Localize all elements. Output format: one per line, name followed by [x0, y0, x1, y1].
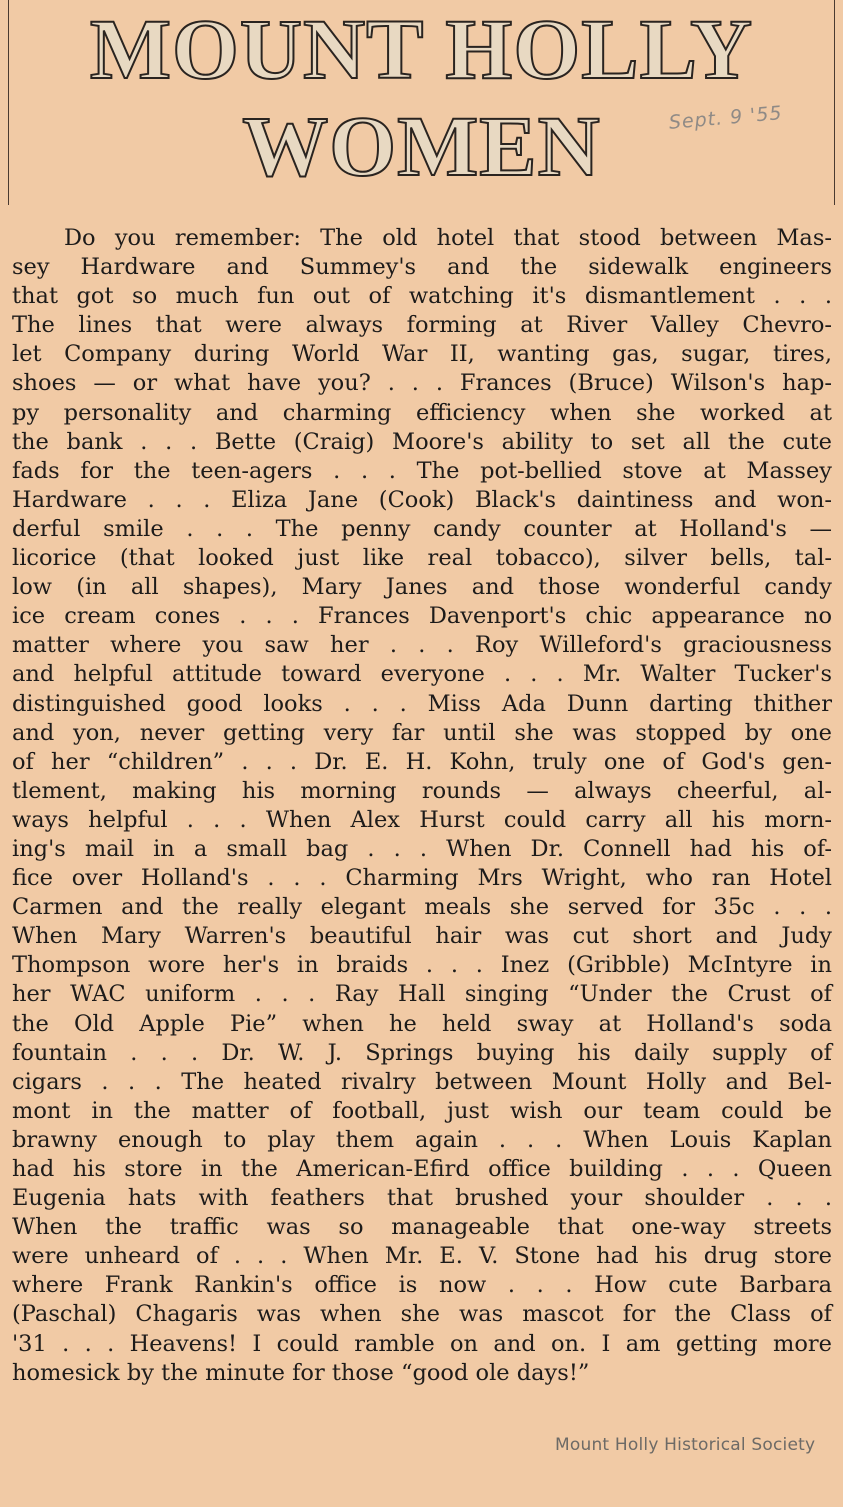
article-line: that got so much fun out of watching it's dismantlement . . . [12, 283, 832, 310]
article-line: Hardware . . . Eliza Jane (Cook) Black's daintiness and won- [12, 486, 832, 513]
article-line: were unheard of . . . When Mr. E. V. Stone had his drug store [12, 1243, 832, 1270]
article-line: of her “children” . . . Dr. E. H. Kohn, truly one of God's gen- [12, 748, 832, 775]
article-line: ing's mail in a small bag . . . When Dr. Connell had his of- [12, 835, 832, 862]
article-line: mont in the matter of football, just wish our team could be [12, 1097, 832, 1124]
headline-line-1: MOUNT HOLLY [89, 1, 754, 97]
article-line: let Company during World War II, wanting gas, sugar, tires, [12, 341, 832, 368]
article-line: cigars . . . The heated rivalry between Mount Holly and Bel- [12, 1068, 832, 1095]
article-line: matter where you saw her . . . Roy Willeford's graciousness [12, 632, 832, 659]
article-line: homesick by the minute for those “good ole days!” [12, 1359, 590, 1386]
article-line: sey Hardware and Summey's and the sidewalk engineers [12, 254, 832, 281]
article-line: brawny enough to play them again . . . When Louis Kaplan [12, 1126, 832, 1153]
headline-line-2: WOMEN [242, 98, 601, 194]
article-line: had his store in the American-Efird office building . . . Queen [12, 1156, 832, 1182]
article-line: the Old Apple Pie” when he held sway at Holland's soda [12, 1010, 832, 1037]
article-line: fountain . . . Dr. W. J. Springs buying his daily supply of [12, 1039, 832, 1066]
article-line: low (in all shapes), Mary Janes and those wonderful candy [12, 574, 832, 601]
article-line: ways helpful . . . When Alex Hurst could carry all his morn- [12, 806, 832, 833]
article-line: licorice (that looked just like real tobacco), silver bells, tal- [12, 545, 832, 572]
article-line: derful smile . . . The penny candy counter at Holland's — [12, 515, 832, 542]
article-line: When the traffic was so manageable that one-way streets [12, 1214, 832, 1241]
article-line: tlement, making his morning rounds — always cheerful, al- [12, 777, 832, 804]
article-line: Thompson wore her's in braids . . . Inez (Gribble) McIntyre in [12, 952, 832, 979]
article-line: When Mary Warren's beautiful hair was cut short and Judy [12, 923, 832, 950]
article-line: The lines that were always forming at River Valley Chevro- [12, 312, 832, 339]
article-line: where Frank Rankin's office is now . . . How cute Barbara [12, 1272, 832, 1299]
article-line: the bank . . . Bette (Craig) Moore's ability to set all the cute [12, 428, 832, 455]
article-line: and yon, never getting very far until she was stopped by one [12, 719, 832, 746]
article-line: (Paschal) Chagaris was when she was mascot for the Class of [12, 1301, 832, 1328]
article-line: fads for the teen-agers . . . The pot-bellied stove at Massey [12, 457, 832, 484]
article-body [12, 224, 832, 1388]
article-line: '31 . . . Heavens! I could ramble on and on. I am getting more [12, 1330, 832, 1357]
article-line: ice cream cones . . . Frances Davenport's chic appearance no [12, 603, 832, 630]
handwritten-date-annotation: Sept. 9 '55 [668, 102, 784, 134]
article-line: Carmen and the really elegant meals she served for 35c . . . [12, 894, 832, 921]
article-line: distinguished good looks . . . Miss Ada Dunn darting thither [12, 690, 832, 717]
article-line: fice over Holland's . . . Charming Mrs Wright, who ran Hotel [12, 865, 832, 892]
article-line: her WAC uniform . . . Ray Hall singing “Under the Crust of [12, 981, 832, 1008]
article-line: and helpful attitude toward everyone . . . Mr. Walter Tucker's [12, 661, 832, 688]
article-line: Eugenia hats with feathers that brushed your shoulder . . . [12, 1185, 832, 1212]
archive-credit-watermark: Mount Holly Historical Society [555, 1435, 816, 1455]
article-line: Do you remember: The old hotel that stood between Mas- [64, 225, 832, 251]
article-line: py personality and charming efficiency when she worked at [12, 399, 832, 426]
article-line: shoes — or what have you? . . . Frances (Bruce) Wilson's hap- [12, 370, 832, 397]
